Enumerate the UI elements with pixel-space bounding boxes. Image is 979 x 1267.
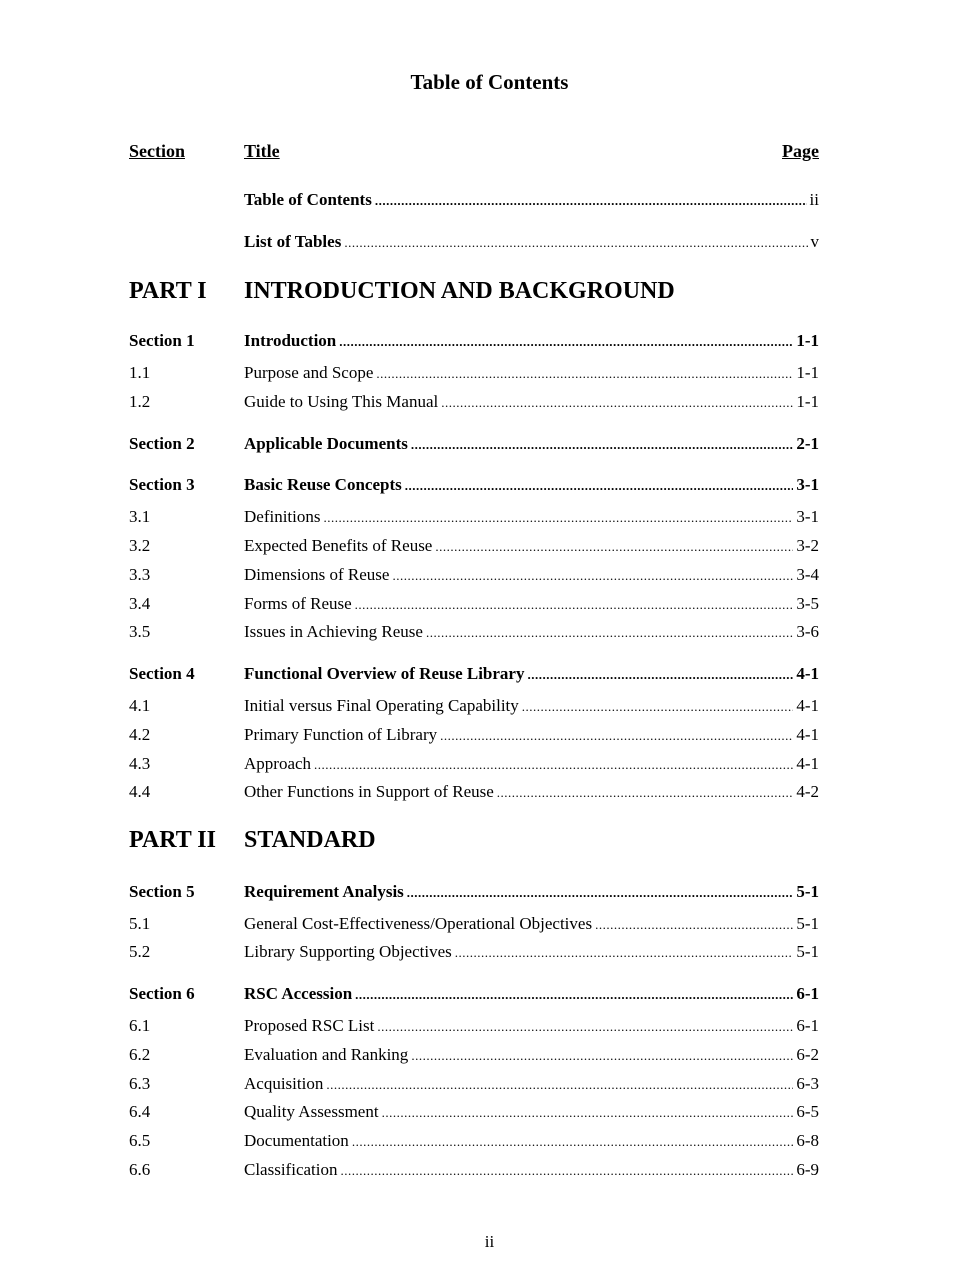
toc-section-entry[interactable]	[129, 433, 819, 455]
subsection-number: 6.6	[129, 1160, 151, 1179]
dot-leader	[382, 1102, 794, 1124]
section-number: Section 5	[129, 882, 195, 901]
entry-title: Expected Benefits of Reuse	[244, 536, 433, 555]
subsection-number: 6.4	[129, 1102, 151, 1121]
toc-section-entry[interactable]	[129, 983, 819, 1005]
dot-leader	[435, 536, 793, 558]
entry-title: Applicable Documents	[244, 434, 408, 453]
toc-subsection-entry[interactable]	[129, 724, 819, 746]
toc-section-entry[interactable]	[129, 474, 819, 496]
section-number: Section 6	[129, 984, 195, 1003]
part-title: STANDARD	[244, 827, 376, 853]
toc-subsection-entry[interactable]	[129, 1015, 819, 1037]
dot-leader	[324, 507, 794, 529]
toc-subsection-entry[interactable]	[129, 391, 819, 413]
entry-title: List of Tables	[244, 232, 342, 251]
dot-leader	[441, 392, 793, 414]
subsection-number: 3.4	[129, 594, 151, 613]
entry-title: Issues in Achieving Reuse	[244, 622, 423, 641]
entry-page: 5-1	[796, 914, 819, 933]
entry-title: Requirement Analysis	[244, 882, 404, 901]
entry-page: 1-1	[796, 363, 819, 382]
entry-page: 6-8	[796, 1131, 819, 1150]
entry-page: 4-1	[796, 696, 819, 715]
entry-page: 3-5	[796, 594, 819, 613]
subsection-number: 5.2	[129, 942, 151, 961]
subsection-number: 5.1	[129, 914, 151, 933]
entry-title: Functional Overview of Reuse Library	[244, 664, 525, 683]
subsection-number: 1.2	[129, 392, 151, 411]
dot-leader	[352, 1131, 794, 1153]
entry-title: Purpose and Scope	[244, 363, 374, 382]
subsection-number: 6.1	[129, 1016, 151, 1035]
entry-page: 6-1	[796, 1016, 819, 1035]
entry-page: 6-2	[796, 1045, 819, 1064]
toc-subsection-entry[interactable]	[129, 753, 819, 775]
entry-page: 5-1	[796, 942, 819, 961]
dot-leader	[522, 696, 794, 718]
toc-subsection-entry[interactable]	[129, 1044, 819, 1066]
subsection-number: 3.3	[129, 565, 151, 584]
section-number: Section 4	[129, 664, 195, 683]
entry-page: 6-3	[796, 1074, 819, 1093]
dot-leader	[407, 882, 794, 904]
entry-title: Other Functions in Support of Reuse	[244, 782, 494, 801]
entry-page: 6-5	[796, 1102, 819, 1121]
dot-leader	[455, 942, 794, 964]
entry-title: Guide to Using This Manual	[244, 392, 439, 411]
entry-page: 1-1	[796, 331, 819, 350]
subsection-number: 4.1	[129, 696, 151, 715]
entry-title: Acquisition	[244, 1074, 324, 1093]
dot-leader	[340, 1160, 793, 1182]
entry-page: 4-1	[796, 725, 819, 744]
dot-leader	[497, 782, 794, 804]
entry-page: 3-1	[796, 475, 819, 494]
dot-leader	[440, 725, 793, 747]
entry-title: Definitions	[244, 507, 321, 526]
entry-title: Dimensions of Reuse	[244, 565, 390, 584]
dot-leader	[326, 1074, 793, 1096]
page-title: Table of Contents	[410, 70, 569, 94]
toc-subsection-entry[interactable]	[129, 593, 819, 615]
toc-subsection-entry[interactable]	[129, 564, 819, 586]
dot-leader	[355, 594, 794, 616]
entry-title: Forms of Reuse	[244, 594, 352, 613]
entry-title: Evaluation and Ranking	[244, 1045, 409, 1064]
entry-page: 6-1	[796, 984, 819, 1003]
part-number: PART II	[129, 827, 216, 853]
dot-leader	[392, 565, 793, 587]
toc-subsection-entry[interactable]	[129, 621, 819, 643]
toc-subsection-entry[interactable]	[129, 1130, 819, 1152]
toc-entry-list-of-tables[interactable]	[129, 231, 819, 253]
entry-page: 4-2	[796, 782, 819, 801]
toc-section-entry[interactable]	[129, 663, 819, 685]
dot-leader	[411, 434, 793, 456]
section-number: Section 2	[129, 434, 195, 453]
entry-title: Approach	[244, 754, 312, 773]
entry-page: 4-1	[796, 754, 819, 773]
entry-page: 4-1	[796, 664, 819, 683]
subsection-number: 6.3	[129, 1074, 151, 1093]
title-column-header: Title	[244, 141, 280, 161]
entry-page: 5-1	[796, 882, 819, 901]
entry-page: 2-1	[796, 434, 819, 453]
dot-leader	[344, 232, 807, 254]
entry-page: v	[810, 232, 819, 251]
toc-entry-table-of-contents[interactable]	[129, 189, 819, 211]
entry-page: ii	[809, 190, 819, 209]
subsection-number: 1.1	[129, 363, 151, 382]
dot-leader	[426, 622, 793, 644]
subsection-number: 4.4	[129, 782, 151, 801]
dot-leader	[376, 363, 793, 385]
entry-page: 6-9	[796, 1160, 819, 1179]
toc-subsection-entry[interactable]	[129, 941, 819, 963]
dot-leader	[375, 190, 807, 212]
toc-section-entry[interactable]	[129, 330, 819, 352]
entry-title: Introduction	[244, 331, 337, 350]
subsection-number: 6.2	[129, 1045, 151, 1064]
entry-page: 1-1	[796, 392, 819, 411]
entry-title: Classification	[244, 1160, 338, 1179]
section-column-header: Section	[129, 141, 185, 161]
toc-subsection-entry[interactable]	[129, 506, 819, 528]
toc-subsection-entry[interactable]	[129, 1073, 819, 1095]
entry-title: Documentation	[244, 1131, 349, 1150]
toc-subsection-entry[interactable]	[129, 1101, 819, 1123]
entry-page: 3-2	[796, 536, 819, 555]
toc-subsection-entry[interactable]	[129, 913, 819, 935]
page-number: ii	[484, 1232, 495, 1251]
page-column-header: Page	[782, 141, 819, 161]
entry-title: Initial versus Final Operating Capability	[244, 696, 519, 715]
dot-leader	[377, 1016, 793, 1038]
subsection-number: 6.5	[129, 1131, 151, 1150]
subsection-number: 4.2	[129, 725, 151, 744]
subsection-number: 4.3	[129, 754, 151, 773]
dot-leader	[411, 1045, 793, 1067]
entry-title: Basic Reuse Concepts	[244, 475, 402, 494]
toc-subsection-entry[interactable]	[129, 695, 819, 717]
dot-leader	[339, 331, 793, 353]
subsection-number: 3.5	[129, 622, 151, 641]
section-number: Section 3	[129, 475, 195, 494]
entry-page: 3-4	[796, 565, 819, 584]
section-number: Section 1	[129, 331, 195, 350]
part-number: PART I	[129, 278, 207, 304]
entry-title: Table of Contents	[244, 190, 372, 209]
toc-subsection-entry[interactable]	[129, 1159, 819, 1181]
entry-title: Primary Function of Library	[244, 725, 438, 744]
dot-leader	[527, 664, 793, 686]
dot-leader	[355, 984, 793, 1006]
toc-subsection-entry[interactable]	[129, 535, 819, 557]
dot-leader	[314, 754, 793, 776]
subsection-number: 3.1	[129, 507, 151, 526]
entry-page: 3-6	[796, 622, 819, 641]
entry-page: 3-1	[796, 507, 819, 526]
entry-title: RSC Accession	[244, 984, 353, 1003]
entry-title: Proposed RSC List	[244, 1016, 375, 1035]
dot-leader	[595, 914, 793, 936]
subsection-number: 3.2	[129, 536, 151, 555]
dot-leader	[405, 475, 794, 497]
toc-subsection-entry[interactable]	[129, 362, 819, 384]
toc-section-entry[interactable]	[129, 881, 819, 903]
entry-title: General Cost-Effectiveness/Operational Objectives	[244, 914, 593, 933]
entry-title: Quality Assessment	[244, 1102, 379, 1121]
toc-subsection-entry[interactable]	[129, 781, 819, 803]
entry-title: Library Supporting Objectives	[244, 942, 452, 961]
part-title: INTRODUCTION AND BACKGROUND	[244, 278, 675, 304]
